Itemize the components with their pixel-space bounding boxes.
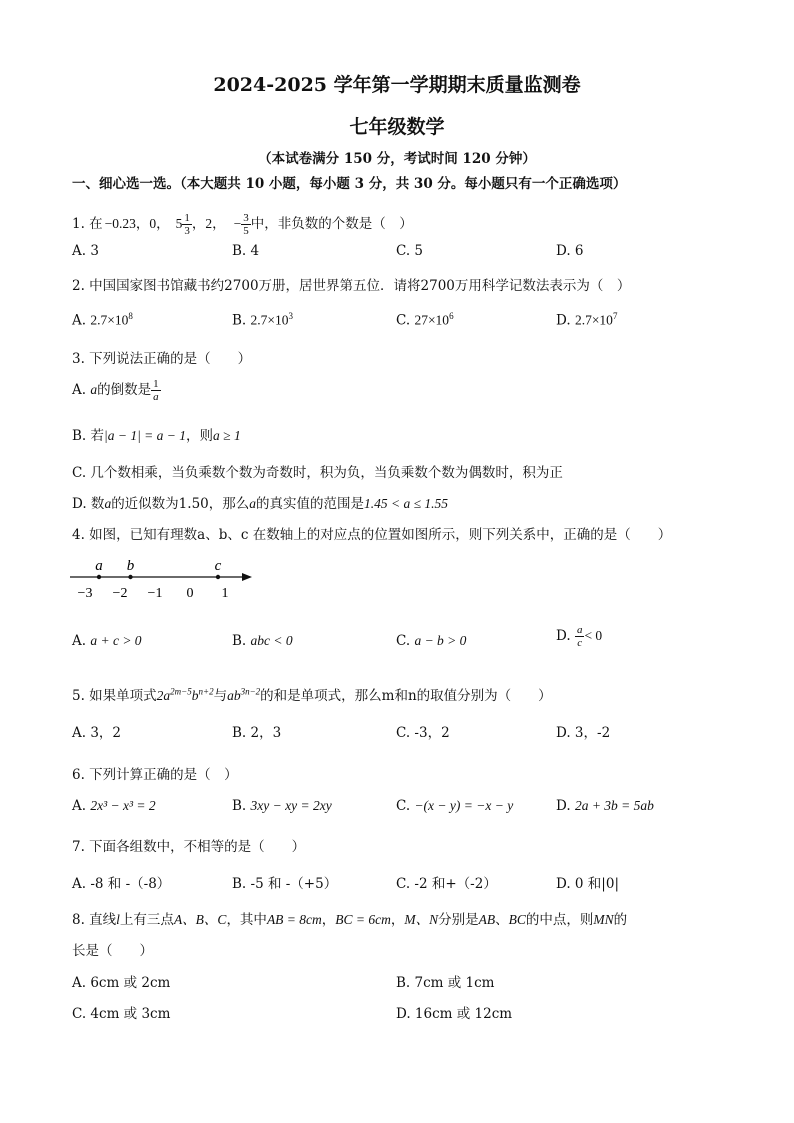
q8-ab2: AB xyxy=(478,912,496,927)
q8-option-c[interactable]: C. 4cm 或 3cm xyxy=(72,1006,171,1022)
number-line-tick-label: 0 xyxy=(186,586,194,601)
q1-mixed-whole: 5 xyxy=(175,216,183,231)
q4-c-expr: a − b > 0 xyxy=(414,633,467,648)
q3-option-d[interactable] xyxy=(72,492,448,512)
q8-g: 、 xyxy=(495,912,509,928)
q8-a: 8. 直线 xyxy=(72,912,117,928)
number-line-tick-label: −3 xyxy=(77,586,93,601)
q6-option-b[interactable] xyxy=(232,798,332,814)
q4-option-b[interactable] xyxy=(232,633,293,649)
q2-option-c[interactable] xyxy=(396,311,454,329)
q5-mono1-exp2: n+2 xyxy=(198,686,214,697)
q1-option-b[interactable]: B. 4 xyxy=(232,243,260,259)
q2-d-letter: D. xyxy=(556,312,571,329)
q1-mixed-frac xyxy=(182,212,192,237)
question-4-stem: 4. 如图，已知有理数a、b、c 在数轴上的对应点的位置如图所示，则下列关系中，正确的是（ ） xyxy=(72,527,672,543)
q2-a-base: 2.7×10 xyxy=(90,312,129,328)
q6-option-d[interactable] xyxy=(556,798,654,814)
q3-option-a[interactable] xyxy=(72,378,161,403)
number-line-point-label-a: a xyxy=(95,558,103,574)
q3-a-var: a xyxy=(90,382,98,397)
q1-prefix: 1. 在 xyxy=(72,216,103,232)
q4-option-a[interactable] xyxy=(72,633,142,649)
q4-a-expr: a + c > 0 xyxy=(90,633,142,648)
number-line-point-label-c: c xyxy=(214,558,222,574)
number-line-tick-label: −2 xyxy=(112,586,128,601)
q5-mono2-base: ab xyxy=(227,688,241,703)
question-7-stem: 7. 下面各组数中，不相等的是（ ） xyxy=(72,839,306,855)
q4-a-letter: A. xyxy=(72,633,87,649)
q8-i: 的 xyxy=(613,912,628,928)
q3-d-var: a xyxy=(104,496,112,511)
q7-option-c[interactable]: C. ‐2 和+（‐2） xyxy=(396,876,497,892)
q6-d-letter: D. xyxy=(556,798,571,814)
number-line-point-a xyxy=(97,575,101,579)
q4-d-frac xyxy=(575,624,585,649)
number-line-arrow xyxy=(242,573,252,581)
q3-d-range: 1.45 < a ≤ 1.55 xyxy=(364,496,449,511)
q8-option-a[interactable]: A. 6cm 或 2cm xyxy=(72,975,171,991)
question-2-stem: 2. 中国国家图书馆藏书约2700万册，居世界第五位．请将2700万用科学记数法表示为（ ） xyxy=(72,278,631,294)
q1-mixed-num: 1 xyxy=(184,212,190,224)
q4-option-c[interactable] xyxy=(396,633,466,649)
q4-d-letter: D. xyxy=(556,628,571,644)
q8-option-d[interactable]: D. 16cm 或 12cm xyxy=(396,1006,513,1022)
exam-subtitle: 七年级数学 xyxy=(349,116,445,138)
q2-b-base: 2.7×10 xyxy=(250,312,289,328)
section-heading: 一、细心选一选。（本大题共 10 小题，每小题 3 分，共 30 分。每小题只有一个正确选项） xyxy=(72,176,627,192)
q8-e: ， xyxy=(390,912,405,928)
q5-option-c[interactable]: C. ‐3，2 xyxy=(396,725,450,741)
q1-n1: −0.23 xyxy=(104,216,136,231)
number-line-tick-label: −1 xyxy=(147,586,163,601)
number-line-point-label-b: b xyxy=(126,558,135,574)
q3-a-den: a xyxy=(153,391,159,403)
q1-option-c[interactable]: C. 5 xyxy=(396,243,424,259)
q5-mono1-b: b xyxy=(191,688,199,703)
q2-b-letter: B. xyxy=(232,312,247,329)
q8-l: l xyxy=(116,912,120,927)
question-1-stem: 1. 在 −0.23，0， 5 $\frac{1}{3}$ ，2， − $\frac{3}{5}$ 中，非负数的个数是（ ） xyxy=(72,212,413,237)
q3-d-mid1: 的近似数为1.50，那么 xyxy=(111,496,250,512)
q2-option-d[interactable] xyxy=(556,311,617,329)
question-8-stem-line2: 长是（ ） xyxy=(72,943,153,959)
q1-neg-num: 3 xyxy=(243,212,249,224)
q3-b-expr: |a − 1| = a − 1 xyxy=(104,428,187,443)
q8-c: ，其中 xyxy=(226,912,267,928)
number-line-point-c xyxy=(216,575,220,579)
q1-mixed-den: 3 xyxy=(184,225,190,237)
q3-d-pre: D. 数 xyxy=(72,496,105,512)
q5-option-b[interactable]: B. 2，3 xyxy=(232,725,282,741)
q3-option-b[interactable] xyxy=(72,424,241,444)
q6-option-c[interactable] xyxy=(396,798,513,814)
q3-b-res: a ≥ 1 xyxy=(213,428,241,443)
q6-d-expr: 2a + 3b = 5ab xyxy=(574,798,654,813)
exam-note: （本试卷满分 150 分，考试时间 120 分钟） xyxy=(258,151,536,167)
q2-c-exp: 6 xyxy=(449,311,454,321)
q3-option-c[interactable]: C. 几个数相乘，当负乘数个数为奇数时，积为负，当负乘数个数为偶数时，积为正 xyxy=(72,465,563,481)
q6-option-a[interactable] xyxy=(72,798,156,814)
q6-c-letter: C. xyxy=(396,798,411,814)
q4-d-num: a xyxy=(576,624,583,636)
question-3-stem: 3. 下列说法正确的是（ ） xyxy=(72,351,252,367)
q4-d-den: c xyxy=(577,637,583,649)
question-5-stem xyxy=(72,684,552,704)
q1-option-d[interactable]: D. 6 xyxy=(556,243,584,259)
q8-b: 上有三点 xyxy=(119,912,174,928)
q8-d: ， xyxy=(321,912,336,928)
q7-option-a[interactable]: A. ‐8 和 ‐（‐8） xyxy=(72,876,171,892)
q7-option-d[interactable]: D. 0 和|0| xyxy=(556,876,619,892)
q1-n2: 0 xyxy=(149,216,157,231)
q5-mid: 与 xyxy=(213,688,228,704)
q1-n4: 2 xyxy=(205,216,213,231)
q8-pts: A、B、C xyxy=(173,912,227,927)
q6-b-letter: B. xyxy=(232,798,247,814)
q3-b-mid: ，则 xyxy=(186,428,214,444)
q1-suffix: 中，非负数的个数是（ ） xyxy=(250,216,413,232)
q8-bc2: BC xyxy=(508,912,526,927)
q5-mono1-exp1: 2m−5 xyxy=(170,686,192,697)
q6-a-letter: A. xyxy=(72,798,87,814)
q3-b-pre: B. 若 xyxy=(72,428,105,444)
q3-d-mid2: 的真实值的范围是 xyxy=(256,496,364,512)
q5-option-a[interactable]: A. 3，2 xyxy=(72,725,122,741)
number-line-figure xyxy=(68,555,258,601)
q2-a-exp: 8 xyxy=(128,311,133,321)
q4-option-d[interactable] xyxy=(556,624,602,649)
q2-option-b[interactable] xyxy=(232,311,293,329)
q4-d-rest: < 0 xyxy=(584,628,603,643)
q4-c-letter: C. xyxy=(396,633,411,649)
q2-c-base: 27×10 xyxy=(414,312,450,328)
q5-mono2-exp: 3n−2 xyxy=(240,686,261,697)
q8-ab: AB = 8cm xyxy=(266,912,322,927)
q8-bc: BC = 6cm xyxy=(335,912,391,927)
q1-neg-den: 5 xyxy=(243,225,249,237)
q8-h: 的中点，则 xyxy=(525,912,594,928)
q2-a-letter: A. xyxy=(72,312,87,329)
q4-b-expr: abc < 0 xyxy=(250,633,293,648)
q1-option-a[interactable]: A. 3 xyxy=(72,243,99,259)
number-line-point-b xyxy=(128,575,132,579)
q8-option-b[interactable]: B. 7cm 或 1cm xyxy=(396,975,495,991)
q2-b-exp: 3 xyxy=(288,311,294,321)
q2-c-letter: C. xyxy=(396,312,411,329)
q3-a-mid: 的倒数是 xyxy=(97,382,152,398)
question-8-stem xyxy=(72,908,627,928)
q8-mn2: MN xyxy=(593,912,614,927)
q5-option-d[interactable]: D. 3，‐2 xyxy=(556,725,611,741)
number-line-tick-label: 1 xyxy=(221,586,229,601)
q3-a-frac xyxy=(151,378,161,403)
q1-neg-frac xyxy=(241,212,251,237)
q5-mono1-base: 2a xyxy=(156,688,171,703)
q5-suffix: 的和是单项式，那么m和n的取值分别为（ ） xyxy=(260,688,552,704)
q2-d-base: 2.7×10 xyxy=(574,312,613,328)
q3-a-num: 1 xyxy=(153,378,159,390)
q8-f: 分别是 xyxy=(438,912,479,928)
q2-option-a[interactable] xyxy=(72,311,133,329)
q4-b-letter: B. xyxy=(232,633,247,649)
q8-mn: M、N xyxy=(404,912,439,927)
q6-b-expr: 3xy − xy = 2xy xyxy=(250,798,332,813)
q7-option-b[interactable]: B. ‐5 和 ‐（+5） xyxy=(232,876,338,892)
q6-a-expr: 2x³ − x³ = 2 xyxy=(90,798,156,813)
q6-c-expr: −(x − y) = −x − y xyxy=(414,798,514,813)
question-6-stem: 6. 下列计算正确的是（ ） xyxy=(72,767,238,783)
exam-title: 2024-2025 学年第一学期期末质量监测卷 xyxy=(213,74,581,96)
q3-d-var2: a xyxy=(249,496,256,511)
q2-d-exp: 7 xyxy=(612,311,618,321)
q3-a-letter: A. xyxy=(72,382,87,398)
q5-prefix: 5. 如果单项式 xyxy=(72,688,157,704)
